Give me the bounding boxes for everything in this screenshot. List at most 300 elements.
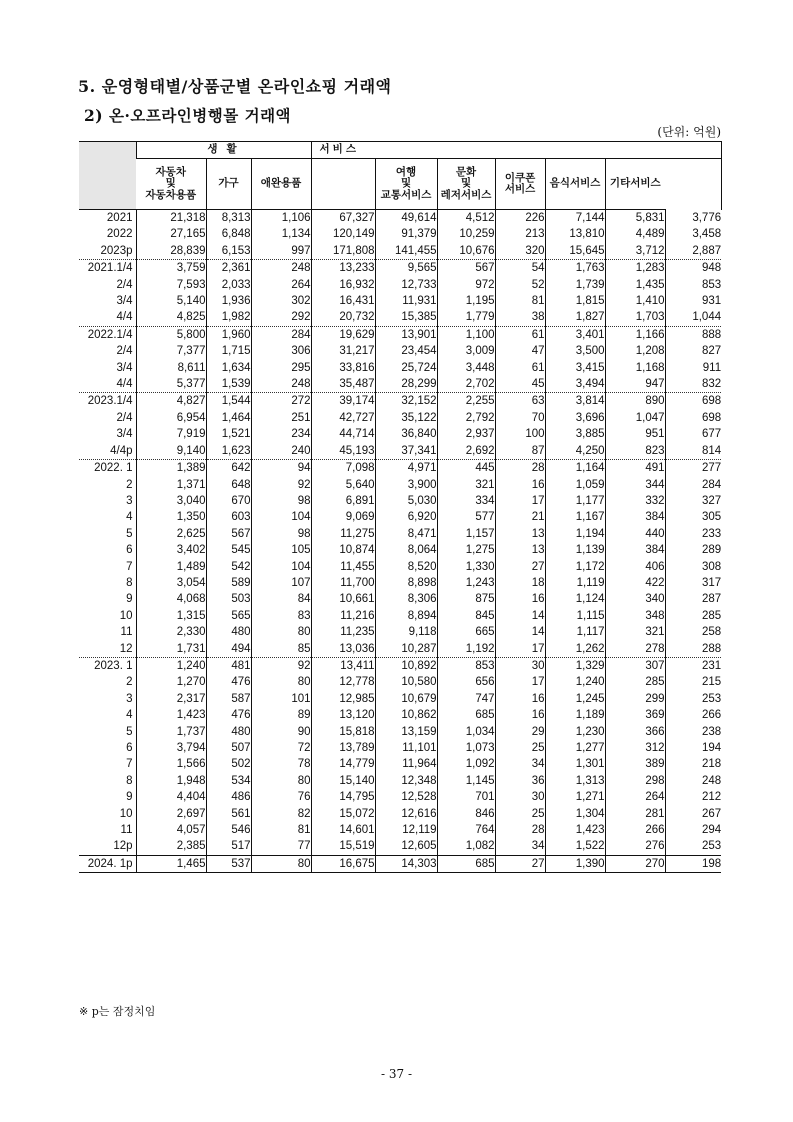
table-cell: 6,848 [206,226,251,242]
table-cell: 77 [251,838,311,855]
table-cell: 28,299 [375,376,437,393]
table-cell: 284 [251,326,311,343]
table-cell: 1,936 [206,293,251,309]
table-cell: 5,831 [605,210,665,227]
table-cell: 16 [495,477,545,493]
table-cell: 13,411 [311,657,375,674]
table-cell: 8,898 [375,575,437,591]
table-cell: 1,073 [437,740,495,756]
table-row [79,575,721,591]
table-row [79,855,721,872]
table-cell: 12,605 [375,838,437,855]
table-row [79,526,721,542]
table-cell: 234 [251,426,311,442]
table-cell: 2,385 [136,838,206,855]
table-row [79,393,721,410]
table-cell: 2,255 [437,393,495,410]
row-label: 2022.1/4 [79,326,136,343]
table-cell: 317 [665,575,721,591]
table-cell: 16,675 [311,855,375,872]
table-cell: 253 [665,691,721,707]
table-cell: 3,900 [375,477,437,493]
table-cell: 16,431 [311,293,375,309]
row-label: 10 [119,609,133,622]
table-cell: 3,794 [136,740,206,756]
table-cell: 70 [495,410,545,426]
table-cell: 9,069 [311,509,375,525]
col-header-culture: 문화 및 레저서비스 [437,159,495,210]
table-cell: 10,892 [375,657,437,674]
table-row [79,277,721,293]
table-cell: 34 [495,756,545,772]
table-cell: 306 [251,343,311,359]
table-cell: 567 [437,260,495,277]
table-cell: 1,192 [437,641,495,658]
table-cell: 61 [495,326,545,343]
table-cell: 3,009 [437,343,495,359]
table-cell: 845 [437,608,495,624]
table-cell: 1,423 [136,707,206,723]
table-cell: 1,371 [136,477,206,493]
table-cell: 422 [605,575,665,591]
row-label: 2024. 1p [79,855,136,872]
table-row [79,559,721,575]
table-cell: 1,544 [206,393,251,410]
table-cell: 44,714 [311,426,375,442]
table-cell: 537 [206,855,251,872]
table-row [79,376,721,393]
table-cell: 25 [495,740,545,756]
table-cell: 1,827 [545,309,605,326]
table-cell: 47 [495,343,545,359]
table-cell: 701 [437,789,495,805]
table-cell: 294 [665,822,721,838]
table-cell: 3,814 [545,393,605,410]
col-header-car: 자동차 및 자동차용품 [136,159,206,210]
table-cell: 285 [665,608,721,624]
table-cell: 1,315 [136,608,206,624]
table-cell: 603 [206,509,251,525]
table-cell: 80 [251,674,311,690]
table-cell: 25 [495,806,545,822]
table-cell: 45,193 [311,443,375,460]
col-header-pet: 애완용품 [251,159,311,210]
table-cell: 344 [605,477,665,493]
table-row [79,806,721,822]
table-cell: 1,271 [545,789,605,805]
table-cell: 445 [437,460,495,477]
col-header-ecoupon: 이쿠폰 서비스 [495,159,545,210]
table-cell: 1,304 [545,806,605,822]
table-cell: 1,044 [665,309,721,326]
table-cell: 61 [495,360,545,376]
footnote: ※ p는 잠정치임 [79,1005,156,1018]
table-cell: 698 [665,393,721,410]
table-cell: 10,676 [437,243,495,260]
table-body [79,210,721,873]
table-cell: 80 [251,855,311,872]
table-cell: 31,217 [311,343,375,359]
table-cell: 15,645 [545,243,605,260]
table-cell: 911 [665,360,721,376]
col-header-food: 음식서비스 [545,159,605,210]
table-cell: 85 [251,641,311,658]
row-label: 4/4 [116,378,133,391]
table-cell: 1,145 [437,773,495,789]
table-cell: 1,522 [545,838,605,855]
table-cell: 42,727 [311,410,375,426]
table-cell: 4,250 [545,443,605,460]
table-cell: 11,455 [311,559,375,575]
table-cell: 665 [437,624,495,640]
table-cell: 218 [665,756,721,772]
table-cell: 10,679 [375,691,437,707]
table-cell: 340 [605,591,665,607]
table-row [79,243,721,260]
table-cell: 1,124 [545,591,605,607]
table-cell: 28,839 [136,243,206,260]
table-cell: 312 [605,740,665,756]
table-row [79,360,721,376]
table-cell: 480 [206,624,251,640]
table-cell: 3,500 [545,343,605,359]
table-cell: 289 [665,542,721,558]
table-cell: 853 [437,657,495,674]
table-cell: 747 [437,691,495,707]
table-cell: 366 [605,724,665,740]
table-cell: 476 [206,707,251,723]
table-cell: 98 [251,526,311,542]
table-cell: 8,306 [375,591,437,607]
table-cell: 1,208 [605,343,665,359]
table-cell: 1,082 [437,838,495,855]
table-cell: 251 [251,410,311,426]
table-cell: 1,815 [545,293,605,309]
table-cell: 240 [251,443,311,460]
table-cell: 320 [495,243,545,260]
table-cell: 888 [665,326,721,343]
table-cell: 12,616 [375,806,437,822]
table-row [79,789,721,805]
table-cell: 28 [495,822,545,838]
table-cell: 1,119 [545,575,605,591]
table-cell: 30 [495,789,545,805]
table-cell: 12,348 [375,773,437,789]
table-cell: 80 [251,773,311,789]
table-cell: 295 [251,360,311,376]
table-row [79,343,721,359]
table-cell: 27 [495,855,545,872]
table-cell: 19,629 [311,326,375,343]
table-cell: 1,539 [206,376,251,393]
table-cell: 15,072 [311,806,375,822]
table-cell: 80 [251,624,311,640]
table-cell: 1,240 [545,674,605,690]
table-cell: 1,167 [545,509,605,525]
table-cell: 1,731 [136,641,206,658]
table-cell: 577 [437,509,495,525]
table-row [79,608,721,624]
table-cell: 27,165 [136,226,206,242]
row-label: 4/4p [110,444,133,457]
table-cell: 49,614 [375,210,437,227]
table-cell: 94 [251,460,311,477]
table-cell: 15,385 [375,309,437,326]
table-cell: 11,964 [375,756,437,772]
table-cell: 2,625 [136,526,206,542]
table-row [79,309,721,326]
table-cell: 1,390 [545,855,605,872]
table-row [79,641,721,658]
table-cell: 288 [665,641,721,658]
table-cell: 491 [605,460,665,477]
table-cell: 1,763 [545,260,605,277]
table-cell: 13,810 [545,226,605,242]
table-cell: 656 [437,674,495,690]
table-cell: 10,874 [311,542,375,558]
row-label: 11 [120,824,133,837]
table-cell: 1,623 [206,443,251,460]
table-row [79,293,721,309]
table-cell: 3,448 [437,360,495,376]
table-cell: 1,410 [605,293,665,309]
table-cell: 670 [206,493,251,509]
table-row [79,460,721,477]
table-cell: 389 [605,756,665,772]
table-cell: 10,580 [375,674,437,690]
table-cell: 2,697 [136,806,206,822]
table-cell: 546 [206,822,251,838]
table-cell: 231 [665,657,721,674]
table-cell: 213 [495,226,545,242]
table-cell: 3,696 [545,410,605,426]
table-cell: 12,733 [375,277,437,293]
table-cell: 507 [206,740,251,756]
table-cell: 8,064 [375,542,437,558]
row-label: 2/4 [116,278,133,291]
table-cell: 305 [665,509,721,525]
table-cell: 1,277 [545,740,605,756]
table-cell: 542 [206,559,251,575]
table-cell: 21,318 [136,210,206,227]
table-row [79,624,721,640]
col-header-service-total [311,159,375,210]
page-number: - 37 - [380,1067,412,1081]
table-cell: 14,795 [311,789,375,805]
table-cell: 63 [495,393,545,410]
table-cell: 1,703 [605,309,665,326]
row-label: 3/4 [116,295,133,308]
table-cell: 3,040 [136,493,206,509]
table-cell: 1,779 [437,309,495,326]
table-cell: 1,194 [545,526,605,542]
table-cell: 35,122 [375,410,437,426]
table-cell: 266 [665,707,721,723]
table-cell: 23,454 [375,343,437,359]
table-cell: 1,059 [545,477,605,493]
table-cell: 1,262 [545,641,605,658]
table-cell: 698 [665,410,721,426]
table-cell: 1,100 [437,326,495,343]
row-label: 6 [126,544,133,557]
table-cell: 258 [665,624,721,640]
table-cell: 11,235 [311,624,375,640]
row-label: 2023.1/4 [79,393,136,410]
table-cell: 1,464 [206,410,251,426]
table-cell: 334 [437,493,495,509]
table-cell: 15,818 [311,724,375,740]
table-cell: 198 [665,855,721,872]
table-cell: 81 [251,822,311,838]
row-label: 3/4 [116,361,133,374]
row-label: 3/4 [116,428,133,441]
table-cell: 28 [495,460,545,477]
table-cell: 1,960 [206,326,251,343]
row-label: 8 [126,576,133,589]
table-cell: 238 [665,724,721,740]
table-cell: 931 [665,293,721,309]
table-cell: 3,759 [136,260,206,277]
table-cell: 1,566 [136,756,206,772]
table-cell: 3,712 [605,243,665,260]
row-label: 12p [113,840,133,853]
table-cell: 1,195 [437,293,495,309]
col-header-furniture: 가구 [206,159,251,210]
table-cell: 321 [605,624,665,640]
table-cell: 1,423 [545,822,605,838]
table-row [79,326,721,343]
table-cell: 494 [206,641,251,658]
row-label: 8 [126,774,133,787]
table-cell: 13,233 [311,260,375,277]
table-cell: 27 [495,559,545,575]
table-cell: 1,139 [545,542,605,558]
table-cell: 327 [665,493,721,509]
table-row [79,226,721,242]
table-cell: 36 [495,773,545,789]
table-cell: 890 [605,393,665,410]
table-cell: 6,920 [375,509,437,525]
table-cell: 565 [206,608,251,624]
table-cell: 67,327 [311,210,375,227]
stub-header [79,142,136,210]
col-header-other-service: 기타서비스 [605,159,665,210]
table-cell: 5,800 [136,326,206,343]
row-label: 2022 [106,228,133,241]
row-label: 7 [126,560,133,573]
table-cell: 83 [251,608,311,624]
table-cell: 8,313 [206,210,251,227]
table-row [79,838,721,855]
table-cell: 4,057 [136,822,206,838]
table-cell: 298 [605,773,665,789]
table-cell: 561 [206,806,251,822]
table-cell: 215 [665,674,721,690]
table-cell: 52 [495,277,545,293]
row-label: 2 [126,478,133,491]
table-cell: 11,275 [311,526,375,542]
table-cell: 11,700 [311,575,375,591]
subsection-title: 2) 온·오프라인병행몰 거래액 [84,106,292,125]
table-cell: 12,528 [375,789,437,805]
table-row [79,691,721,707]
table-cell: 82 [251,806,311,822]
table-row [79,674,721,690]
table-row [79,260,721,277]
table-cell: 3,494 [545,376,605,393]
row-label: 2021 [106,212,133,224]
table-cell: 248 [251,260,311,277]
table-cell: 14,303 [375,855,437,872]
table-cell: 308 [665,559,721,575]
table-cell: 248 [665,773,721,789]
table-cell: 9,118 [375,624,437,640]
table-cell: 369 [605,707,665,723]
table-cell: 951 [605,426,665,442]
table-cell: 8,520 [375,559,437,575]
table-cell: 1,172 [545,559,605,575]
table-cell: 3,402 [136,542,206,558]
table-cell: 7,377 [136,343,206,359]
table-cell: 13 [495,526,545,542]
table-cell: 1,157 [437,526,495,542]
table-cell: 3,054 [136,575,206,591]
table-cell: 284 [665,477,721,493]
table-cell: 1,092 [437,756,495,772]
table-cell: 5,640 [311,477,375,493]
table-cell: 9,140 [136,443,206,460]
table-cell: 101 [251,691,311,707]
row-label: 12 [119,642,133,655]
table-cell: 440 [605,526,665,542]
table-cell: 1,245 [545,691,605,707]
table-cell: 1,117 [545,624,605,640]
table-cell: 1,047 [605,410,665,426]
table-cell: 38 [495,309,545,326]
table-cell: 4,827 [136,393,206,410]
table-cell: 13,120 [311,707,375,723]
table-cell: 5,030 [375,493,437,509]
table-cell: 100 [495,426,545,442]
table-cell: 332 [605,493,665,509]
table-cell: 589 [206,575,251,591]
table-cell: 1,634 [206,360,251,376]
table-row [79,493,721,509]
table-cell: 16 [495,591,545,607]
table-cell: 476 [206,674,251,690]
table-cell: 1,177 [545,493,605,509]
table-cell: 17 [495,493,545,509]
table-cell: 12,985 [311,691,375,707]
table-cell: 4,404 [136,789,206,805]
table-cell: 21 [495,509,545,525]
table-cell: 534 [206,773,251,789]
row-label: 7 [126,758,133,771]
table-cell: 6,891 [311,493,375,509]
unit-label: (단위: 억원) [657,125,721,139]
table-cell: 54 [495,260,545,277]
table-cell: 13,789 [311,740,375,756]
table-cell: 1,313 [545,773,605,789]
table-cell: 84 [251,591,311,607]
group-header-service: 서비스 [311,142,721,159]
table-cell: 1,350 [136,509,206,525]
table-cell: 276 [605,838,665,855]
table-row [79,443,721,460]
table-cell: 948 [665,260,721,277]
table-cell: 194 [665,740,721,756]
table-cell: 78 [251,756,311,772]
